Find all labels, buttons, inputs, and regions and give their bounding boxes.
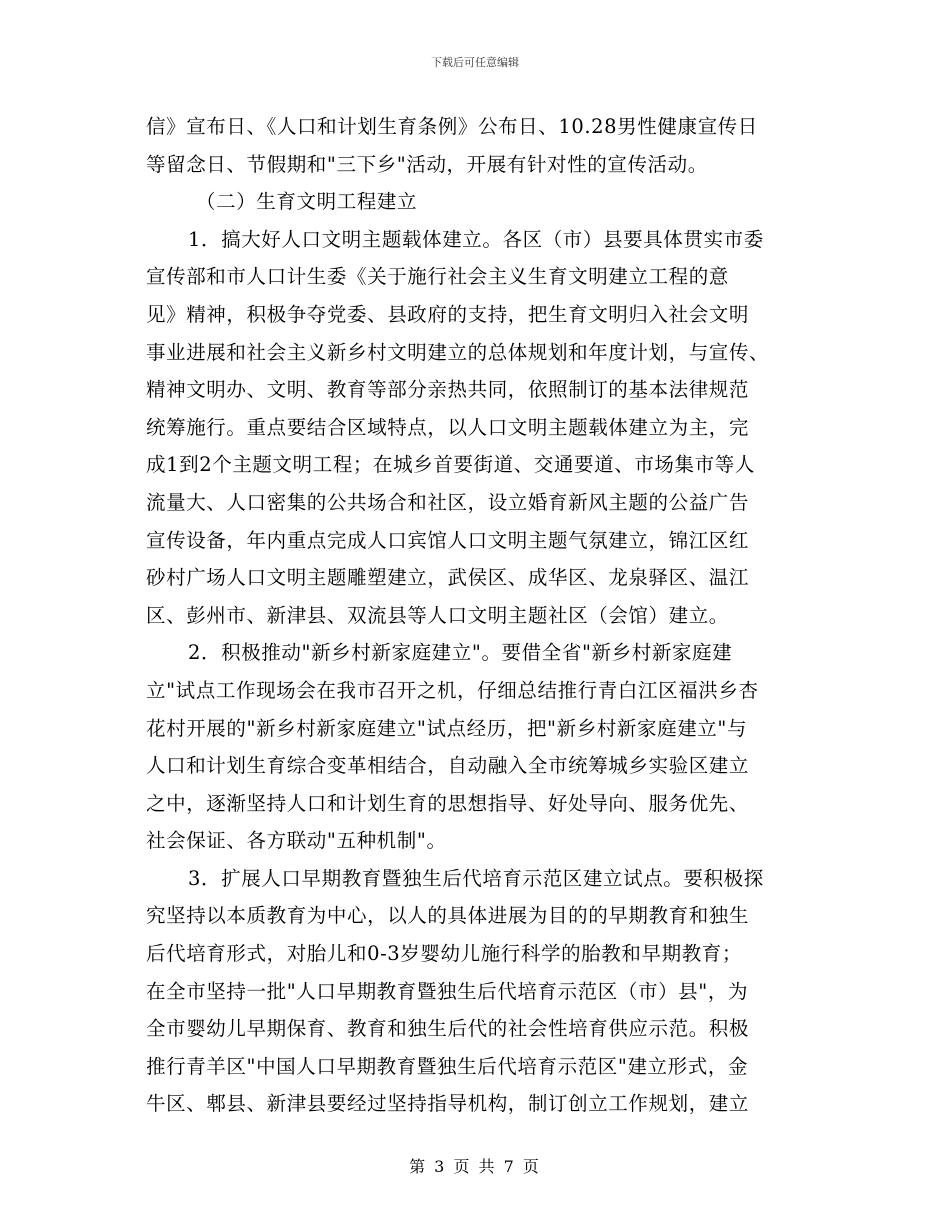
body-line: 成1到2个主题文明工程；在城乡首要街道、交通要道、市场集市等人 xyxy=(146,453,755,477)
body-line: 究坚持以本质教育为中心，以人的具体进展为目的的早期教育和独生 xyxy=(146,904,750,928)
body-line: 之中，逐渐坚持人口和计划生育的思想指导、好处导向、服务优先、 xyxy=(146,791,750,815)
body-line: 推行青羊区"中国人口早期教育暨独生后代培育示范区"建立形式，金 xyxy=(146,1054,749,1078)
body-line: 花村开展的"新乡村新家庭建立"试点经历，把"新乡村新家庭建立"与 xyxy=(146,716,748,740)
body-line: 统筹施行。重点要结合区域特点，以人口文明主题载体建立为主，完 xyxy=(146,415,750,439)
body-line: 人口和计划生育综合变革相结合，自动融入全市统筹城乡实验区建立 xyxy=(146,754,750,778)
body-line: 砂村广场人口文明主题雕塑建立，武侯区、成华区、龙泉驿区、温江 xyxy=(146,566,750,590)
body-line: 精神文明办、文明、教育等部分亲热共同，依照制订的基本法律规范 xyxy=(146,378,750,402)
paragraph-start-line: 3．扩展人口早期教育暨独生后代培育示范区建立试点。要积极探 xyxy=(188,866,764,890)
body-line: 后代培育形式，对胎儿和0-3岁婴幼儿施行科学的胎教和早期教育； xyxy=(146,942,743,966)
body-line: 社会保证、各方联动"五种机制"。 xyxy=(146,829,447,853)
body-line: 牛区、郫县、新津县要经过坚持指导机构，制订创立工作规划，建立 xyxy=(146,1092,750,1116)
paragraph-start-line: 1．搞大好人口文明主题载体建立。各区（市）县要具体贯实市委 xyxy=(188,227,764,251)
document-body xyxy=(146,108,808,1123)
body-line: 宣传设备，年内重点完成人口宾馆人口文明主题气氛建立，锦江区红 xyxy=(146,528,750,552)
page-header: 下载后可任意编辑 xyxy=(431,56,519,69)
paragraph-start-line: 2．积极推动"新乡村新家庭建立"。要借全省"新乡村新家庭建 xyxy=(188,641,733,665)
section-heading: （二）生育文明工程建立 xyxy=(196,190,418,214)
page-number-footer: 第 3 页 共 7 页 xyxy=(409,1157,541,1176)
body-line: 立"试点工作现场会在我市召开之机，仔细总结推行青白江区福洪乡杏 xyxy=(146,678,759,702)
body-line: 见》精神，积极争夺党委、县政府的支持，把生育文明归入社会文明 xyxy=(146,302,750,326)
body-line: 宣传部和市人口计生委《关于施行社会主义生育文明建立工程的意 xyxy=(146,265,729,289)
body-line: 信》宣布日、《人口和计划生育条例》公布日、10.28男性健康宣传日 xyxy=(146,115,758,138)
body-line: 在全市坚持一批"人口早期教育暨独生后代培育示范区（市）县"，为 xyxy=(146,979,749,1003)
body-line: 流量大、人口密集的公共场合和社区，设立婚育新风主题的公益广告 xyxy=(146,490,750,514)
body-line: 事业进展和社会主义新乡村文明建立的总体规划和年度计划，与宣传、 xyxy=(146,340,770,364)
body-line: 区、彭州市、新津县、双流县等人口文明主题社区（会馆）建立。 xyxy=(146,603,729,627)
body-line: 全市婴幼儿早期保育、教育和独生后代的社会性培育供应示范。积极 xyxy=(146,1017,750,1041)
body-line: 等留念日、节假期和"三下乡"活动，开展有针对性的宣传活动。 xyxy=(146,152,708,176)
